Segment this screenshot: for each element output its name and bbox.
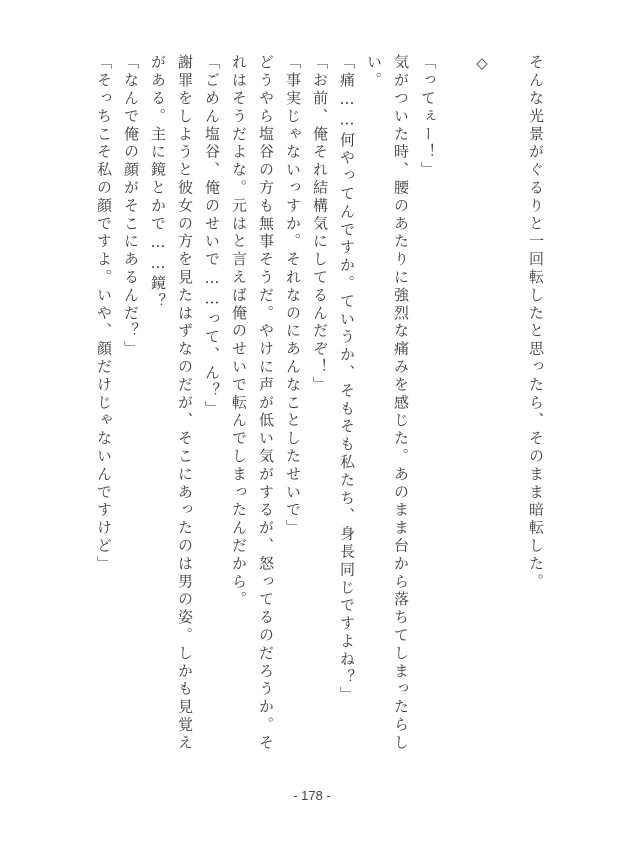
dialogue-line: 「お前、俺それ結構気にしてるんだぞ！」 [311, 54, 329, 395]
blank-line [495, 54, 522, 764]
page-number: - 178 - [293, 788, 331, 803]
dialogue-line: 「ごめん塩谷、俺のせいで……って、ん？」 [203, 54, 221, 418]
text-line: 謝罪をしようと彼女の方を見たはずなのだが、そこにあったのは男の姿。しかも見覚え [176, 54, 194, 753]
dialogue-line: 「なんで俺の顔がそこにあるんだ？」 [122, 54, 140, 359]
dialogue-line: 「痛……何やってんですか。ていうか、そもそも私たち、身長同じですよね？」 [338, 54, 356, 705]
text-line: 気がついた時、腰のあたりに強烈な痛みを感じた。あのまま台から落ちてしまったらし [392, 54, 410, 753]
vertical-text-body [90, 54, 549, 764]
dialogue-line: 「ってぇー！」 [419, 54, 437, 180]
text-line: い。 [365, 54, 383, 90]
text-line: どうやら塩谷の方も無事そうだ。やけに声が低い気がするが、怒ってるのだろうか。そ [257, 54, 275, 753]
text-line: がある。主に鏡とかで……鏡？ [149, 54, 167, 311]
scene-break-diamond: ◇ [473, 54, 491, 75]
text-line: れはそうだよな。元はと言えば俺のせいで転んでしまったんだから。 [230, 54, 248, 609]
blank-line [441, 54, 468, 764]
text-line: そんな光景がぐるりと一回転したと思ったら、そのまま暗転した。 [527, 54, 545, 591]
dialogue-line: 「そっちこそ私の顔ですよ。いや、顔だけじゃないんですけど」 [95, 54, 113, 574]
dialogue-line: 「事実じゃないっすか。それなのにあんなことしたせいで」 [284, 54, 302, 538]
